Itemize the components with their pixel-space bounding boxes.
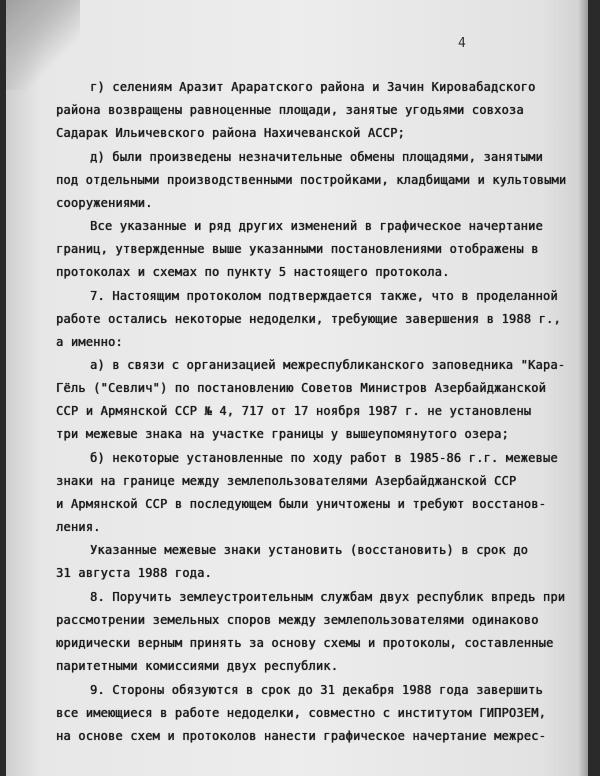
text-line: 7. Настоящим протоколом подтверждается также, что в проделанной — [90, 289, 558, 303]
text-line: а) в связи с организацией межреспубликанского заповедника "Кара- — [90, 358, 566, 372]
text-line: района возвращены равноценные площади, занятые угодьями совхоза — [56, 103, 524, 117]
text-line: ления. — [56, 520, 101, 534]
document-page — [6, 0, 588, 776]
text-line: Все указанные и ряд других изменений в графическое начертание — [90, 219, 543, 233]
page-edge-shadow — [578, 0, 588, 776]
text-line: рассмотрении земельных споров между землепользователями одинаково — [56, 613, 539, 627]
text-line: а именно: — [56, 335, 123, 349]
text-line: юридически верным принять за основу схемы и протоколы, составленные — [56, 636, 554, 650]
text-line: 9. Стороны обязуются в срок до 31 декабря 1988 года завершить — [90, 683, 543, 697]
text-line: протоколах и схемах по пункту 5 настоящего протокола. — [56, 265, 450, 279]
text-line: на основе схем и протоколов нанести графическое начертание межрес- — [56, 729, 547, 743]
text-line: под отдельными производственными постройками, кладбищами и культовыми — [56, 173, 567, 187]
text-line: 8. Поручить землеустроительным службам двух республик впредь при — [90, 590, 566, 604]
text-line: Гёль ("Севлич") по постановлению Советов Министров Азербайджанской — [56, 381, 547, 395]
text-line: д) были произведены незначительные обмены площадями, занятыми — [90, 150, 543, 164]
text-line: паритетными комиссиями двух республик. — [56, 659, 339, 673]
text-line: и Армянской ССР в последующем были уничтожены и требуют восстанов- — [56, 497, 547, 511]
text-line: все имеющиеся в работе недоделки, совместно с институтом ГИПРОЗЕМ, — [56, 706, 547, 720]
text-line: г) селениям Аразит Араратского района и Зачин Кировабадского — [90, 80, 536, 94]
page-fold-shadow — [6, 0, 80, 90]
text-line: границ, утвержденные выше указанными постановлениями отображены в — [56, 242, 539, 256]
text-line: знаки на границе между землепользователями Азербайджанской ССР — [56, 474, 517, 488]
text-line: сооружениями. — [56, 196, 153, 210]
text-line: Указанные межевые знаки установить (восстановить) в срок до — [90, 543, 529, 557]
text-line: Садарак Ильичевского района Нахичеванской АССР; — [56, 126, 405, 140]
text-line: б) некоторые установленные по ходу работ в 1985-86 г.г. межевые — [90, 451, 558, 465]
text-line: работе остались некоторые недоделки, требующие завершения в 1988 г., — [56, 312, 561, 326]
text-line: ССР и Армянской ССР № 4, 717 от 17 ноября 1987 г. не установлены — [56, 404, 532, 418]
text-line: три межевые знака на участке границы у вышеупомянутого озера; — [56, 427, 509, 441]
page-number: 4 — [458, 36, 466, 51]
text-line: 31 августа 1988 года. — [56, 566, 212, 580]
